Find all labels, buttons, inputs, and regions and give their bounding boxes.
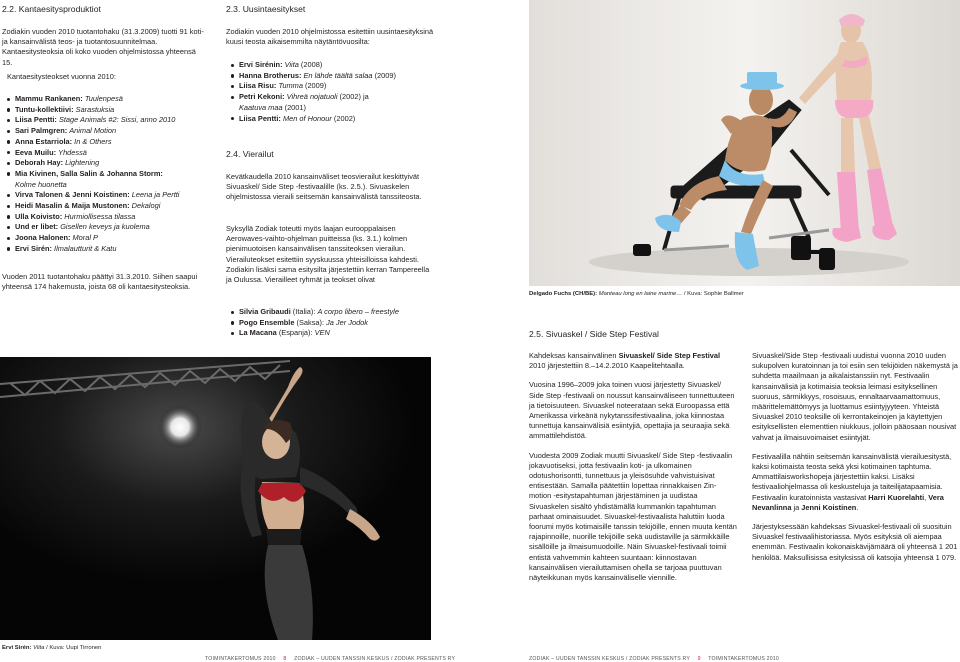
guests-list xyxy=(230,307,434,339)
performers-photo-illustration xyxy=(529,0,960,286)
dancer-photo-illustration xyxy=(0,357,431,640)
performers-photo-caption: Delgado Fuchs (CH/BE): Manteau long en laine marine… / Kuva: Sophie Ballmer xyxy=(529,291,744,297)
list-item: Ulla Koivisto: Hurmiollisessa tilassa xyxy=(6,212,212,223)
premieres-intro: Zodiakin vuoden 2010 tuotantohaku (31.3.2009) tuotti 91 koti- ja kansainvälistä teos- ja tuotantosuunnitelmaa. Kantaesitysteoksia oli koko vuoden ohjelmistossa yhteensä 15. xyxy=(2,27,204,67)
list-item: Tuntu-kollektiivi: Sarastuksia xyxy=(6,105,212,116)
section-title-guests: 2.4. Vierailut xyxy=(226,149,274,159)
dancer-photo-caption: Ervi Sirén: Viita / Kuva: Uupi Tirronen xyxy=(2,645,102,651)
list-item: Silvia Gribaudi (Italia): A corpo libero – freestyle xyxy=(230,307,434,318)
list-item: Mammu Rankanen: Tuulenpesä xyxy=(6,94,212,105)
page-footer-org: ZODIAK – UUDEN TANSSIN KESKUS / ZODIAK PRESENTS RY xyxy=(529,656,690,662)
section-title-reruns: 2.3. Uusintaesitykset xyxy=(226,4,306,14)
page-number: 9 xyxy=(697,656,701,662)
list-item: Virva Talonen & Jenni Koistinen: Leena ja Pertti xyxy=(6,190,212,201)
guests-paragraph-1: Kevätkaudella 2010 kansainväliset teosvierailut keskittyivät Sivuaskel/ Side Step -festivaalille (ks. 2.5.). Sivuaskelen ohjelmistossa vieraili seitsemän kansainvälistä tanssiteosta. xyxy=(226,172,422,202)
list-item: Joona Halonen: Moral P xyxy=(6,233,212,244)
section-title-festival: 2.5. Sivuaskel / Side Step Festival xyxy=(529,329,659,339)
festival-paragraph-6: Järjestyksessään kahdeksas Sivuaskel-festivaali oli suosituin Sivuaskel festivaalihistoriassa. Myös esityksiä oli aiempaa enemmän. Festivaalin kokonaiskävijämäärä oli yhteensä 1 201 henkilöä. Maksullisissa esityksissä oli katsojia yhteensä 1 079. xyxy=(752,522,958,562)
footer-left xyxy=(205,656,456,662)
festival-paragraph-3: Vuodesta 2009 Zodiak muutti Sivuaskel/ Side Step -festivaalin jokavuotiseksi, jotta festivaalin koti- ja ulkomainen odotushorisontti, tunnettuus ja yleisösuhde vahvistuisivat entisestään. Samalla päätettiin lopettaa rinnakkaisen Zin-motion -esitystapahtuman järjestäminen ja uudistaa Sivuaskelen sisältö yhdistämällä kummankin tapahtuman parhaat ominaisuudet. Sivuaskel-festivaalista haluttiin luoda foorumi myös kotimaisille tanssin tekijöille, ennen muuta kentän rajapinnoille, nuorille tekijöille sekä uudistaville ja särmikkäille sisällöille ja ilmaisumuodoille. Näin Sivuaskel-festivaali toimii entistä vahvemmin kahteen suuntaan: kiinnostavan kansainvälisen vierailuttamisen ohella se tarjoaa puuttuvan näyteikkunan myös kansainväliselle viennille. xyxy=(529,450,737,583)
list-item-continuation: Kaatuva maa (2001) xyxy=(239,102,306,112)
page-number: 8 xyxy=(283,656,287,662)
dancer-photo xyxy=(0,357,431,640)
list-item: Liisa Risu: Tumma (2009) xyxy=(230,81,434,92)
festival-column-1 xyxy=(529,351,737,592)
list-item: Ervi Sirénin: Viita (2008) xyxy=(230,60,434,71)
list-item: La Macana (Espanja): VEN xyxy=(230,328,434,339)
page-footer-org: ZODIAK – UUDEN TANSSIN KESKUS / ZODIAK PRESENTS RY xyxy=(294,656,456,662)
page-footer-report: TOIMINTAKERTOMUS 2010 xyxy=(708,656,779,662)
list-item: Petri Kekoni: Vihreä nojatuoli (2002) ja xyxy=(230,92,434,103)
list-item: Und er libet: Gisellen keveys ja kuolema xyxy=(6,222,212,233)
premieres-list-heading: Kantaesitysteokset vuonna 2010: xyxy=(7,72,116,81)
guests-paragraph-2: Syksyllä Zodiak toteutti myös laajan eurooppalaisen Aerowaves-vaihto-ohjelman puitteissa (ks. 3.1.) kolmen pienimuotoisen kansainvälisen tanssiteoksen vierailun. Vierailuteokset esitettiin syyskuussa yhteisilloissa kahdesti. Zodiakin lisäksi sama esitysilta järjestettiin kerran Tampereella ja Oulussa. Vierailleet ryhmät ja teokset olivat xyxy=(226,224,430,285)
list-item: Sari Palmgren: Animal Motion xyxy=(6,126,212,137)
list-item: Ervi Sirén: Ilmalautturit & Katu xyxy=(6,244,212,255)
reruns-intro: Zodiakin vuoden 2010 ohjelmistossa esitettiin uusintaesityksinä kuusi teosta aikaisemmilta näytäntövuosilta: xyxy=(226,27,434,47)
footer-right xyxy=(529,656,789,662)
performers-photo xyxy=(529,0,960,286)
section-title-premieres: 2.2. Kantaesitysproduktiot xyxy=(2,4,101,14)
list-item: Anna Estarriola: In & Others xyxy=(6,137,212,148)
festival-column-2 xyxy=(752,351,960,572)
festival-paragraph-1: Kahdeksas kansainvälinen Sivuaskel/ Side Step Festival 2010 järjestettiin 8.–14.2.2010 Kaapelitehtaalla. xyxy=(529,351,721,371)
list-item: Hanna Brotherus: En lähde täältä salaa (2009) xyxy=(230,71,434,82)
list-item: Pogo Ensemble (Saksa): Ja Jer Jodok xyxy=(230,318,434,329)
list-item: Liisa Pentti: Stage Animals #2: Sissi, anno 2010 xyxy=(6,115,212,126)
list-item: Liisa Pentti: Men of Honour (2002) xyxy=(230,114,434,125)
festival-paragraph-5: Festivaalilla nähtiin seitsemän kansainvälistä vierailuesitystä, kaksi kotimaista teosta sekä yksi kotimainen taphtuma. Ammattilaisworkshopeja järjestettiin kaksi. Lisäksi festivaaliohjelmassa oli keskusteluja ja taiteilijatapaamisia. Festivaalin kuratoinnista vastasivat Harri Kuorelahti, Vera Nevanlinna ja Jenni Koistinen. xyxy=(752,451,952,512)
festival-paragraph-4: Sivuaskel/Side Step -festivaali uudistui vuonna 2010 uuden sukupolven kuratoinnan ja toi esiin sen tekijöiden näkemystä ja suhdetta maailmaan ja aikalaistanssiin nyt. Festivaalin kansainvälisiä ja kotimaisia teoksia leimasi esityksellinen suoruus, särmikkyys, rosoisuus, ennaltaarvaamattomuus, määrittelemättömyys ja luottamus esiintyjyyteen. Yhteistä Sivuaskel 2010 teoksille oli kerrontakeinojen ja käytettyjen esityksellisten elementtien niukkuus, jolloin pääosaan nousivat vahvat ja ilmaisuvoimaiset esiintyjät. xyxy=(752,351,958,442)
list-item: Heidi Masalin & Maija Mustonen: Dekalogi xyxy=(6,201,212,212)
premieres-list xyxy=(6,94,212,255)
list-item: Deborah Hay: Lightening xyxy=(6,158,212,169)
reruns-list xyxy=(230,60,434,124)
premieres-closing: Vuoden 2011 tuotantohaku päättyi 31.3.2010. Siihen saapui yhteensä 174 hakemusta, joista 68 oli kantaesitysteoksia. xyxy=(2,272,198,292)
list-item: Mia Kivinen, Salla Salin & Johanna Storm: Kolme huonetta xyxy=(6,169,212,190)
page-footer-report: TOIMINTAKERTOMUS 2010 xyxy=(205,656,276,662)
festival-paragraph-2: Vuosina 1996–2009 joka toinen vuosi järjestetty Sivuaskel/ Side Step -festivaali on noussut kansainväliseen tunnettuuteen ja tietoisuuteen. Sivuaskel noteerataan sekä Euroopassa että Amerikassa virkeänä nykytanssifestivaalina, joka kiinnostaa tunnettuja kansainvälisiä esiintyjiä, opettajia ja seuraajia sekä ammattilehdistöä. xyxy=(529,380,735,441)
list-item: Eeva Muilu: Yhdessä xyxy=(6,148,212,159)
